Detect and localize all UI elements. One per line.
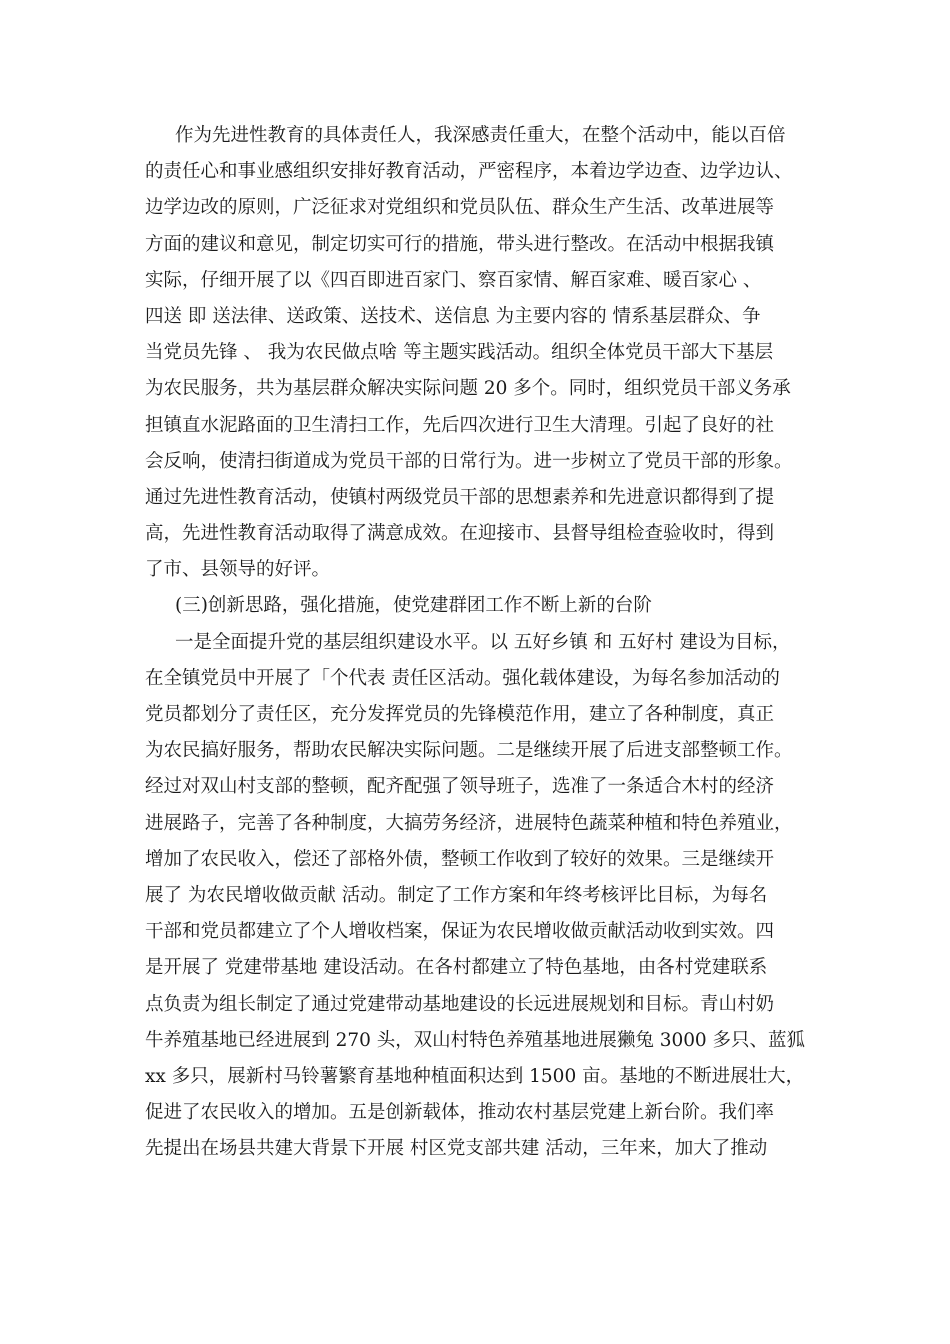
text-line: (三)创新思路，强化措施，使党建群团工作不断上新的台阶	[175, 595, 652, 617]
text-line: 促进了农民收入的增加。五是创新载体，推动农村基层党建上新台阶。我们率	[145, 1102, 775, 1124]
text-line: 当党员先锋 、 我为农民做点啥 等主题实践活动。组织全体党员干部大下基层	[145, 342, 774, 364]
text-line: 增加了农民收入，偿还了部格外债，整顿工作收到了较好的效果。三是继续开	[145, 848, 775, 870]
text-line: 干部和党员都建立了个人增收档案，保证为农民增收做贡献活动收到实效。四	[145, 921, 775, 943]
text-line: 党员都划分了责任区，充分发挥党员的先锋模范作用，建立了各种制度，真正	[145, 704, 775, 725]
text-line: xx 多只，展新村马铃薯繁育基地种植面积达到 1500 亩。基地的不断进展壮大，	[145, 1065, 805, 1087]
text-line: 为农民搞好服务，帮助农民解决实际问题。二是继续开展了后进支部整顿工作。	[145, 740, 793, 762]
text-line: 是开展了 党建带基地 建设活动。在各村都建立了特色基地，由各村党建联系	[145, 957, 768, 979]
text-line: 实际，仔细开展了以《四百即进百家门、察百家情、解百家难、暖百家心 、	[145, 269, 762, 291]
text-line: 高，先进性教育活动取得了满意成效。在迎接市、县督导组检查验收时，得到	[145, 523, 775, 545]
text-line: 一是全面提升党的基层组织建设水平。以 五好乡镇 和 五好村 建设为目标，	[175, 631, 791, 653]
text-line: 作为先进性教育的具体责任人，我深感责任重大，在整个活动中，能以百倍	[175, 125, 786, 146]
text-line: 通过先进性教育活动，使镇村两级党员干部的思想素养和先进意识都得到了提	[145, 486, 775, 508]
text-line: 四送 即 送法律、送政策、送技术、送信息 为主要内容的 情系基层群众、争	[145, 305, 761, 327]
text-line: 为农民服务，共为基层群众解决实际问题 20 多个。同时，组织党员干部义务承	[145, 378, 791, 400]
text-line: 先提出在场县共建大背景下开展 村区党支部共建 活动，三年来，加大了推动	[145, 1138, 768, 1160]
text-line: 方面的建议和意见，制定切实可行的措施，带头进行整改。在活动中根据我镇	[145, 233, 775, 255]
text-line: 边学边改的原则，广泛征求对党组织和党员队伍、群众生产生活、改革进展等	[145, 197, 775, 219]
text-line: 展了 为农民增收做贡献 活动。制定了工作方案和年终考核评比目标，为每名	[145, 884, 768, 906]
text-line: 的责任心和事业感组织安排好教育活动，严密程序，本着边学边查、边学边认、	[145, 161, 793, 183]
text-line: 担镇直水泥路面的卫生清扫工作，先后四次进行卫生大清理。引起了良好的社	[145, 414, 775, 436]
text-line: 点负责为组长制定了通过党建带动基地建设的长远进展规划和目标。青山村奶	[145, 993, 775, 1015]
text-line: 经过对双山村支部的整顿，配齐配强了领导班子，选准了一条适合木村的经济	[145, 776, 775, 798]
body-text	[145, 118, 805, 1167]
text-line: 进展路子，完善了各种制度，大搞劳务经济，进展特色蔬菜种植和特色养殖业，	[145, 812, 793, 834]
text-line: 了市、县领导的好评。	[145, 559, 331, 581]
text-line: 牛养殖基地已经进展到 270 头，双山村特色养殖基地进展獭兔 3000 多只、蓝狐	[145, 1029, 805, 1051]
text-line: 在全镇党员中开展了「个代表 责任区活动。强化载体建设，为每名参加活动的	[145, 667, 780, 689]
text-line: 会反响，使清扫街道成为党员干部的日常行为。进一步树立了党员干部的形象。	[145, 450, 793, 472]
